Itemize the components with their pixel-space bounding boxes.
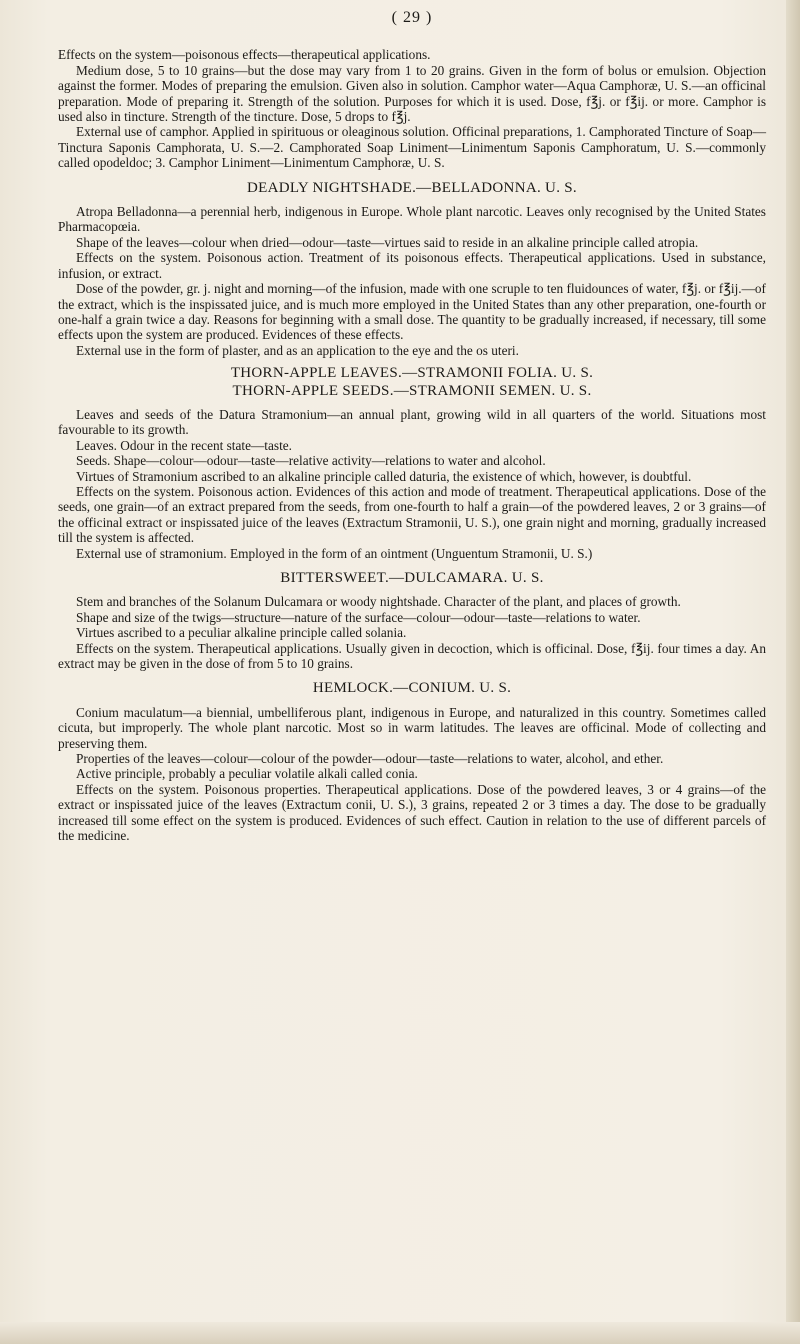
- camphor-section: [58, 47, 766, 170]
- stramonium-section: [58, 366, 766, 561]
- belladonna-description: Atropa Belladonna—a perennial herb, indigenous in Europe. Whole plant narcotic. Leaves only recognised by the United States Pharmacopœia.: [58, 204, 766, 235]
- stramonium-description: Leaves and seeds of the Datura Stramonium—an annual plant, growing wild in all quarters of the world. Situations most favourable to its growth.: [58, 406, 766, 438]
- dulcamara-description: Stem and branches of the Solanum Dulcamara or woody nightshade. Character of the plant, and places of growth.: [76, 594, 681, 610]
- stramonium-seeds: Seeds. Shape—colour—odour—taste—relative activity—relations to water and alcohol.: [76, 453, 546, 469]
- belladonna-external-use: External use in the form of plaster, and as an application to the eye and the os uteri.: [76, 342, 519, 358]
- camphor-effects: Effects on the system—poisonous effects—therapeutical applications.: [58, 47, 431, 63]
- conium-effects: Effects on the system. Poisonous properties. Therapeutical applications. Dose of the powdered leaves, 3 or 4 grains—of the extract or inspissated juice of the leaves (Extractum conii, U. S.), 3 grains, repeated 2 or 3 times a day. The dose to be gradually increased till some effect on the system is produced. Evidences of such effect. Caution in relation to the use of different parcels of the medicine.: [58, 781, 766, 844]
- belladonna-effects: Effects on the system. Poisonous action. Treatment of its poisonous effects. Therapeutical applications. Used in substance, infusion, or extract.: [58, 250, 766, 281]
- stramonium-leaves: Leaves. Odour in the recent state—taste.: [76, 437, 292, 453]
- belladonna-heading: DEADLY NIGHTSHADE.—BELLADONNA. U. S.: [247, 179, 577, 196]
- stramonium-leaves-heading: THORN-APPLE LEAVES.—STRAMONII FOLIA. U. S.: [230, 365, 594, 382]
- conium-section: [58, 681, 766, 843]
- page-content: [58, 10, 766, 844]
- page-number: ( 29 ): [391, 9, 433, 26]
- dulcamara-heading: BITTERSWEET.—DULCAMARA. U. S.: [280, 570, 544, 586]
- camphor-dose: Medium dose, 5 to 10 grains—but the dose may vary from 1 to 20 grains. Given in the form of bolus or emulsion. Objection against the former. Modes of preparing the emulsion. Given also in solution. Camphor water—Aqua Camphoræ, U. S.—an officinal preparation. Mode of preparing it. Strength of the solution. Purposes for which it is used. Dose, f℥j. or f℥ij. or more. Camphor is used also in tincture. Strength of the tincture. Dose, 5 drops to f℥j.: [58, 62, 766, 125]
- dulcamara-virtues: Virtues ascribed to a peculiar alkaline principle called solania.: [76, 625, 407, 641]
- conium-properties: Properties of the leaves—colour—colour of the powder—odour—taste—relations to water, alcohol, and ether.: [76, 751, 664, 767]
- conium-heading: HEMLOCK.—CONIUM. U. S.: [312, 680, 512, 697]
- stramonium-seeds-heading: THORN-APPLE SEEDS.—STRAMONII SEMEN. U. S.: [232, 382, 592, 399]
- belladonna-section: [58, 181, 766, 358]
- dulcamara-section: [58, 571, 766, 671]
- conium-active-principle: Active principle, probably a peculiar volatile alkali called conia.: [76, 766, 418, 782]
- page-edge-right: [786, 0, 800, 1344]
- dulcamara-effects: Effects on the system. Therapeutical applications. Usually given in decoction, which is officinal. Dose, f℥ij. four times a day. An extract may be given in the dose of from 5 to 10 grains.: [58, 640, 766, 672]
- stramonium-effects: Effects on the system. Poisonous action. Evidences of this action and mode of treatment. Therapeutical applications. Dose of the seeds, one grain—of an extract prepared from the seeds, from one-fourth to half a grain—of the powdered leaves, 2 or 3 grains—of the officinal extract or inspissated juice of the leaves (Extractum Stramonii, U. S.), one grain night and morning, gradually increased till the system is affected.: [58, 483, 766, 546]
- conium-description: Conium maculatum—a biennial, umbelliferous plant, indigenous in Europe, and naturalized in this country. Sometimes called cicuta, but improperly. The whole plant narcotic. Most so in warm latitudes. The leaves are officinal. Mode of collecting and preserving them.: [58, 704, 766, 751]
- camphor-external-use: External use of camphor. Applied in spirituous or oleaginous solution. Officinal preparations, 1. Camphorated Tincture of Soap—Tinctura Saponis Camphorata, U. S.—2. Camphorated Soap Liniment—Linimentum Saponis Camphoratum, U. S.—commonly called opodeldoc; 3. Camphor Liniment—Linimentum Camphoræ, U. S.: [58, 124, 766, 171]
- belladonna-dose: Dose of the powder, gr. j. night and morning—of the infusion, made with one scruple to ten fluidounces of water, f℥j. or f℥ij.—of the extract, which is the inspissated juice, and is much more employed in the United States than any other preparation, one-fourth or one-half a grain twice a day. Reasons for beginning with a small dose. The quantity to be gradually increased, if necessary, till some effects upon the system are produced. Evidences of these effects.: [58, 281, 766, 343]
- stramonium-virtues: Virtues of Stramonium ascribed to an alkaline principle called daturia, the existence of which, however, is doubtful.: [76, 468, 692, 484]
- stramonium-external-use: External use of stramonium. Employed in the form of an ointment (Unguentum Stramonii, U. S.): [76, 545, 593, 561]
- dulcamara-twigs: Shape and size of the twigs—structure—nature of the surface—colour—odour—taste—relations to water.: [76, 609, 641, 625]
- page-edge-bottom: [0, 1322, 800, 1344]
- belladonna-leaves: Shape of the leaves—colour when dried—odour—taste—virtues said to reside in an alkaline principle called atropia.: [76, 234, 699, 250]
